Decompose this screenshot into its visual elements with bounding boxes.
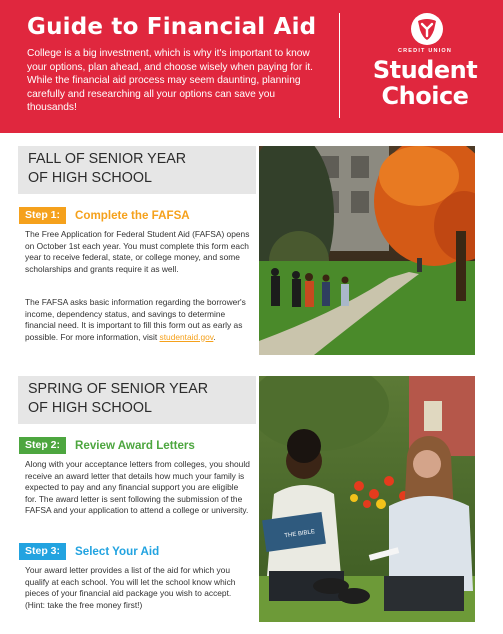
shield-logo-icon — [410, 12, 444, 46]
header-banner — [0, 0, 503, 133]
section-heading-spring — [18, 376, 256, 424]
campus-autumn-photo — [259, 146, 475, 355]
intro-text: College is a big investment, which is why it's important to know your options, plan ahead, and choose wisely when paying for it. While the financial aid process may seem daunting, planning carefully and researching all your options can save you thousands! — [27, 48, 313, 114]
logo-credit-union: CREDIT UNION — [397, 48, 453, 54]
link-period: . — [213, 331, 216, 342]
step-2-header — [19, 437, 195, 454]
step-1-badge: Step 1: — [19, 207, 66, 224]
section-heading-spring-text: SPRING OF SENIOR YEAR OF HIGH SCHOOL — [28, 381, 209, 416]
step-3-header — [19, 543, 159, 560]
step-3-paragraph: Your award letter provides a list of the aid for which you qualify at each school. You will let the school know which pieces of your financial aid package you wish to accept. (Hint: take the free money first!) — [25, 565, 236, 610]
section-heading-fall — [18, 146, 256, 194]
section-heading-fall-text: FALL OF SENIOR YEAR OF HIGH SCHOOL — [28, 151, 187, 186]
step-1-paragraph-1: The Free Application for Federal Student Aid (FAFSA) opens on October 1st each year. You must complete this form each year to receive federal, state, or college money, and some scholarships and grants require it as well. — [25, 229, 250, 274]
header-divider — [339, 13, 340, 118]
step-1-header — [19, 207, 190, 224]
studentaid-link[interactable]: studentaid.gov — [159, 331, 214, 342]
step-1-paragraph-2 — [25, 297, 250, 343]
step-1-title: Complete the FAFSA — [75, 209, 190, 222]
book-cover-text: THE BIBLE — [284, 529, 316, 540]
students-studying-photo — [259, 376, 475, 622]
step-1-paragraph-2-text: The FAFSA asks basic information regarding the borrower's income, dependency status, and savings to determine financial need. It is important to fill this form out as early as possible. For more information, visit — [25, 297, 246, 342]
step-3-badge: Step 3: — [19, 543, 66, 560]
logo-student: Student — [372, 56, 478, 84]
step-2-title: Review Award Letters — [75, 439, 195, 452]
step-2-badge: Step 2: — [19, 437, 66, 454]
step-3-title: Select Your Aid — [75, 545, 160, 558]
step-2-paragraph: Along with your acceptance letters from colleges, you should receive an award letter that details how much your family is expected to pay and any financial support you are eligible for. The award letter is sent following the submission of the FAFSA and your application to attend a college or university. — [25, 459, 250, 515]
logo-choice: Choice — [381, 82, 469, 110]
page-title: Guide to Financial Aid — [27, 14, 317, 40]
